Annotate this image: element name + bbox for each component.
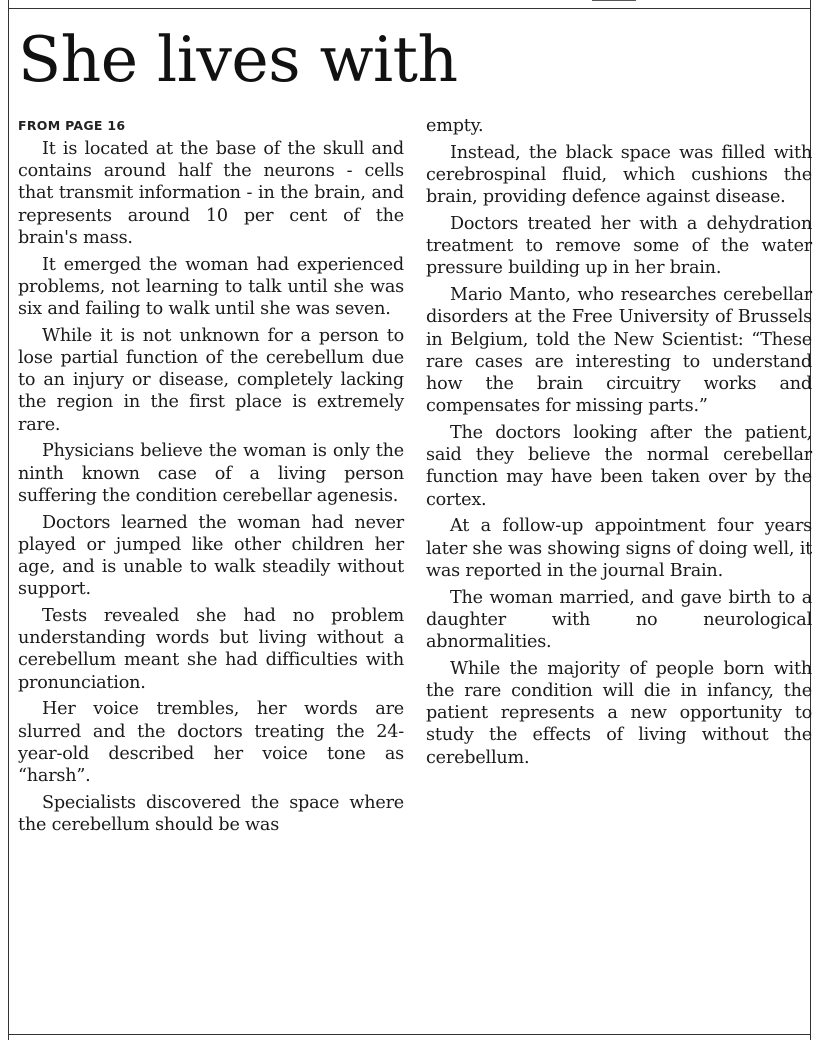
paragraph: While the majority of people born with the rare condition will die in infancy, the patient represents a new opportunity to study the effects of living without the cerebellum. bbox=[426, 658, 812, 768]
paragraph: It emerged the woman had experienced problems, not learning to talk until she was six and failing to walk until she was seven. bbox=[18, 254, 404, 320]
from-page-label: FROM PAGE 16 bbox=[18, 118, 126, 133]
paragraph: Tests revealed she had no problem understanding words but living without a cerebellum meant she had difficulties with pronunciation. bbox=[18, 606, 404, 693]
paragraph: Doctors treated her with a dehydration treatment to remove some of the water pressure building up in her brain. bbox=[426, 214, 812, 279]
paragraph: At a follow-up appointment four years later she was showing signs of doing well, it was reported in the journal Brain. bbox=[426, 516, 812, 581]
paragraph: Her voice trembles, her words are slurred and the doctors treating the 24-year-old described her voice tone as “harsh”. bbox=[18, 699, 404, 787]
paragraph: The woman married, and gave birth to a daughter with no neurological abnormalities. bbox=[426, 587, 812, 653]
top-rule bbox=[8, 8, 811, 9]
paragraph: The doctors looking after the patient, said they believe the normal cerebellar function may have been taken over by the cortex. bbox=[426, 423, 812, 510]
paragraph: Mario Manto, who researches cerebellar disorders at the Free University of Brussels in Belgium, told the New Scientist: “These rare cases are interesting to understand how the brain circuitry works and compensates for missing parts.” bbox=[426, 285, 812, 417]
paragraph-continuation: empty. bbox=[426, 116, 484, 136]
paragraph: Doctors learned the woman had never played or jumped like other children her age, and is unable to walk steadily without support. bbox=[18, 512, 404, 600]
article-column-right bbox=[426, 115, 812, 773]
paragraph: While it is not unknown for a person to lose partial function of the cerebellum due to an injury or disease, completely lacking the region in the first place is extremely rare. bbox=[18, 325, 404, 435]
paragraph: It is located at the base of the skull and contains around half the neurons - cells that transmit information - in the brain, and represents around 10 per cent of the brain's mass. bbox=[18, 139, 404, 248]
headline: She lives with bbox=[18, 23, 458, 96]
bottom-rule bbox=[8, 1034, 811, 1035]
paragraph: Physicians believe the woman is only the ninth known case of a living person suffering the condition cerebellar agenesis. bbox=[18, 441, 404, 506]
paragraph: Instead, the black space was filled with cerebrospinal fluid, which cushions the brain, providing defence against disease. bbox=[426, 142, 812, 208]
article-column-left bbox=[18, 112, 404, 841]
paragraph: Specialists discovered the space where the cerebellum should be was bbox=[18, 792, 404, 836]
top-mark bbox=[592, 0, 636, 4]
